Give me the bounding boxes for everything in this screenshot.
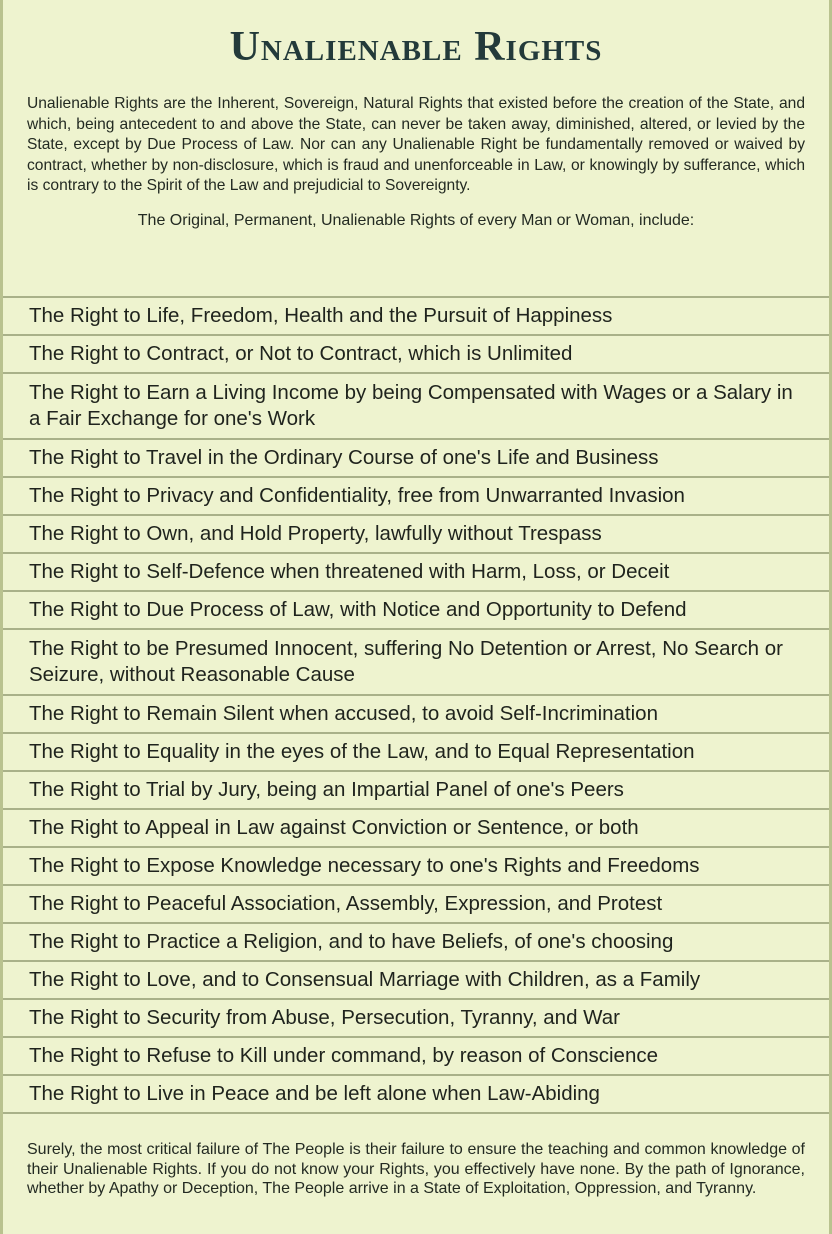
intro-paragraph: Unalienable Rights are the Inherent, Sovereign, Natural Rights that existed before the creation of the State, and which, being antecedent to and above the State, can never be taken away, diminished, altered, or levied by the State, except by Due Process of Law. Nor can any Unalienable Right be fundamentally removed or waived by contract, whether by non-disclosure, which is fraud and unenforceable in Law, or knowingly by sufferance, which is contrary to the Spirit of the Law and prejudicial to Sovereignty. bbox=[27, 95, 805, 194]
right-item: The Right to Love, and to Consensual Marriage with Children, as a Family bbox=[3, 962, 829, 1000]
right-item: The Right to Equality in the eyes of the Law, and to Equal Representation bbox=[3, 734, 829, 772]
right-item: The Right to Live in Peace and be left alone when Law-Abiding bbox=[3, 1076, 829, 1114]
right-item: The Right to Security from Abuse, Persecution, Tyranny, and War bbox=[3, 1000, 829, 1038]
rights-list bbox=[3, 296, 829, 1114]
rights-lead-text: The Original, Permanent, Unalienable Rights of every Man or Woman, include: bbox=[137, 211, 695, 229]
right-item: The Right to Trial by Jury, being an Impartial Panel of one's Peers bbox=[3, 772, 829, 810]
right-item: The Right to Appeal in Law against Conviction or Sentence, or both bbox=[3, 810, 829, 848]
right-item: The Right to Expose Knowledge necessary to one's Rights and Freedoms bbox=[3, 848, 829, 886]
right-item: The Right to Peaceful Association, Assembly, Expression, and Protest bbox=[3, 886, 829, 924]
right-item: The Right to Privacy and Confidentiality, free from Unwarranted Invasion bbox=[3, 478, 829, 516]
right-item: The Right to Refuse to Kill under command, by reason of Conscience bbox=[3, 1038, 829, 1076]
right-item: The Right to be Presumed Innocent, suffering No Detention or Arrest, No Search or Seizure, without Reasonable Cause bbox=[3, 630, 829, 696]
right-item: The Right to Travel in the Ordinary Course of one's Life and Business bbox=[3, 440, 829, 478]
right-item: The Right to Life, Freedom, Health and the Pursuit of Happiness bbox=[3, 298, 829, 336]
page-title: Unalienable Rights bbox=[229, 24, 603, 70]
right-item: The Right to Earn a Living Income by being Compensated with Wages or a Salary in a Fair Exchange for one's Work bbox=[3, 374, 829, 440]
closing-paragraph: Surely, the most critical failure of The People is their failure to ensure the teaching and common knowledge of their Unalienable Rights. If you do not know your Rights, you effectively have none. By the path of Ignorance, whether by Apathy or Deception, The People arrive in a State of Exploitation, Oppression, and Tyranny. bbox=[27, 1141, 805, 1198]
right-item: The Right to Practice a Religion, and to have Beliefs, of one's choosing bbox=[3, 924, 829, 962]
right-item: The Right to Self-Defence when threatened with Harm, Loss, or Deceit bbox=[3, 554, 829, 592]
right-item: The Right to Remain Silent when accused, to avoid Self-Incrimination bbox=[3, 696, 829, 734]
right-item: The Right to Own, and Hold Property, lawfully without Trespass bbox=[3, 516, 829, 554]
right-item: The Right to Contract, or Not to Contract, which is Unlimited bbox=[3, 336, 829, 374]
right-item: The Right to Due Process of Law, with Notice and Opportunity to Defend bbox=[3, 592, 829, 630]
